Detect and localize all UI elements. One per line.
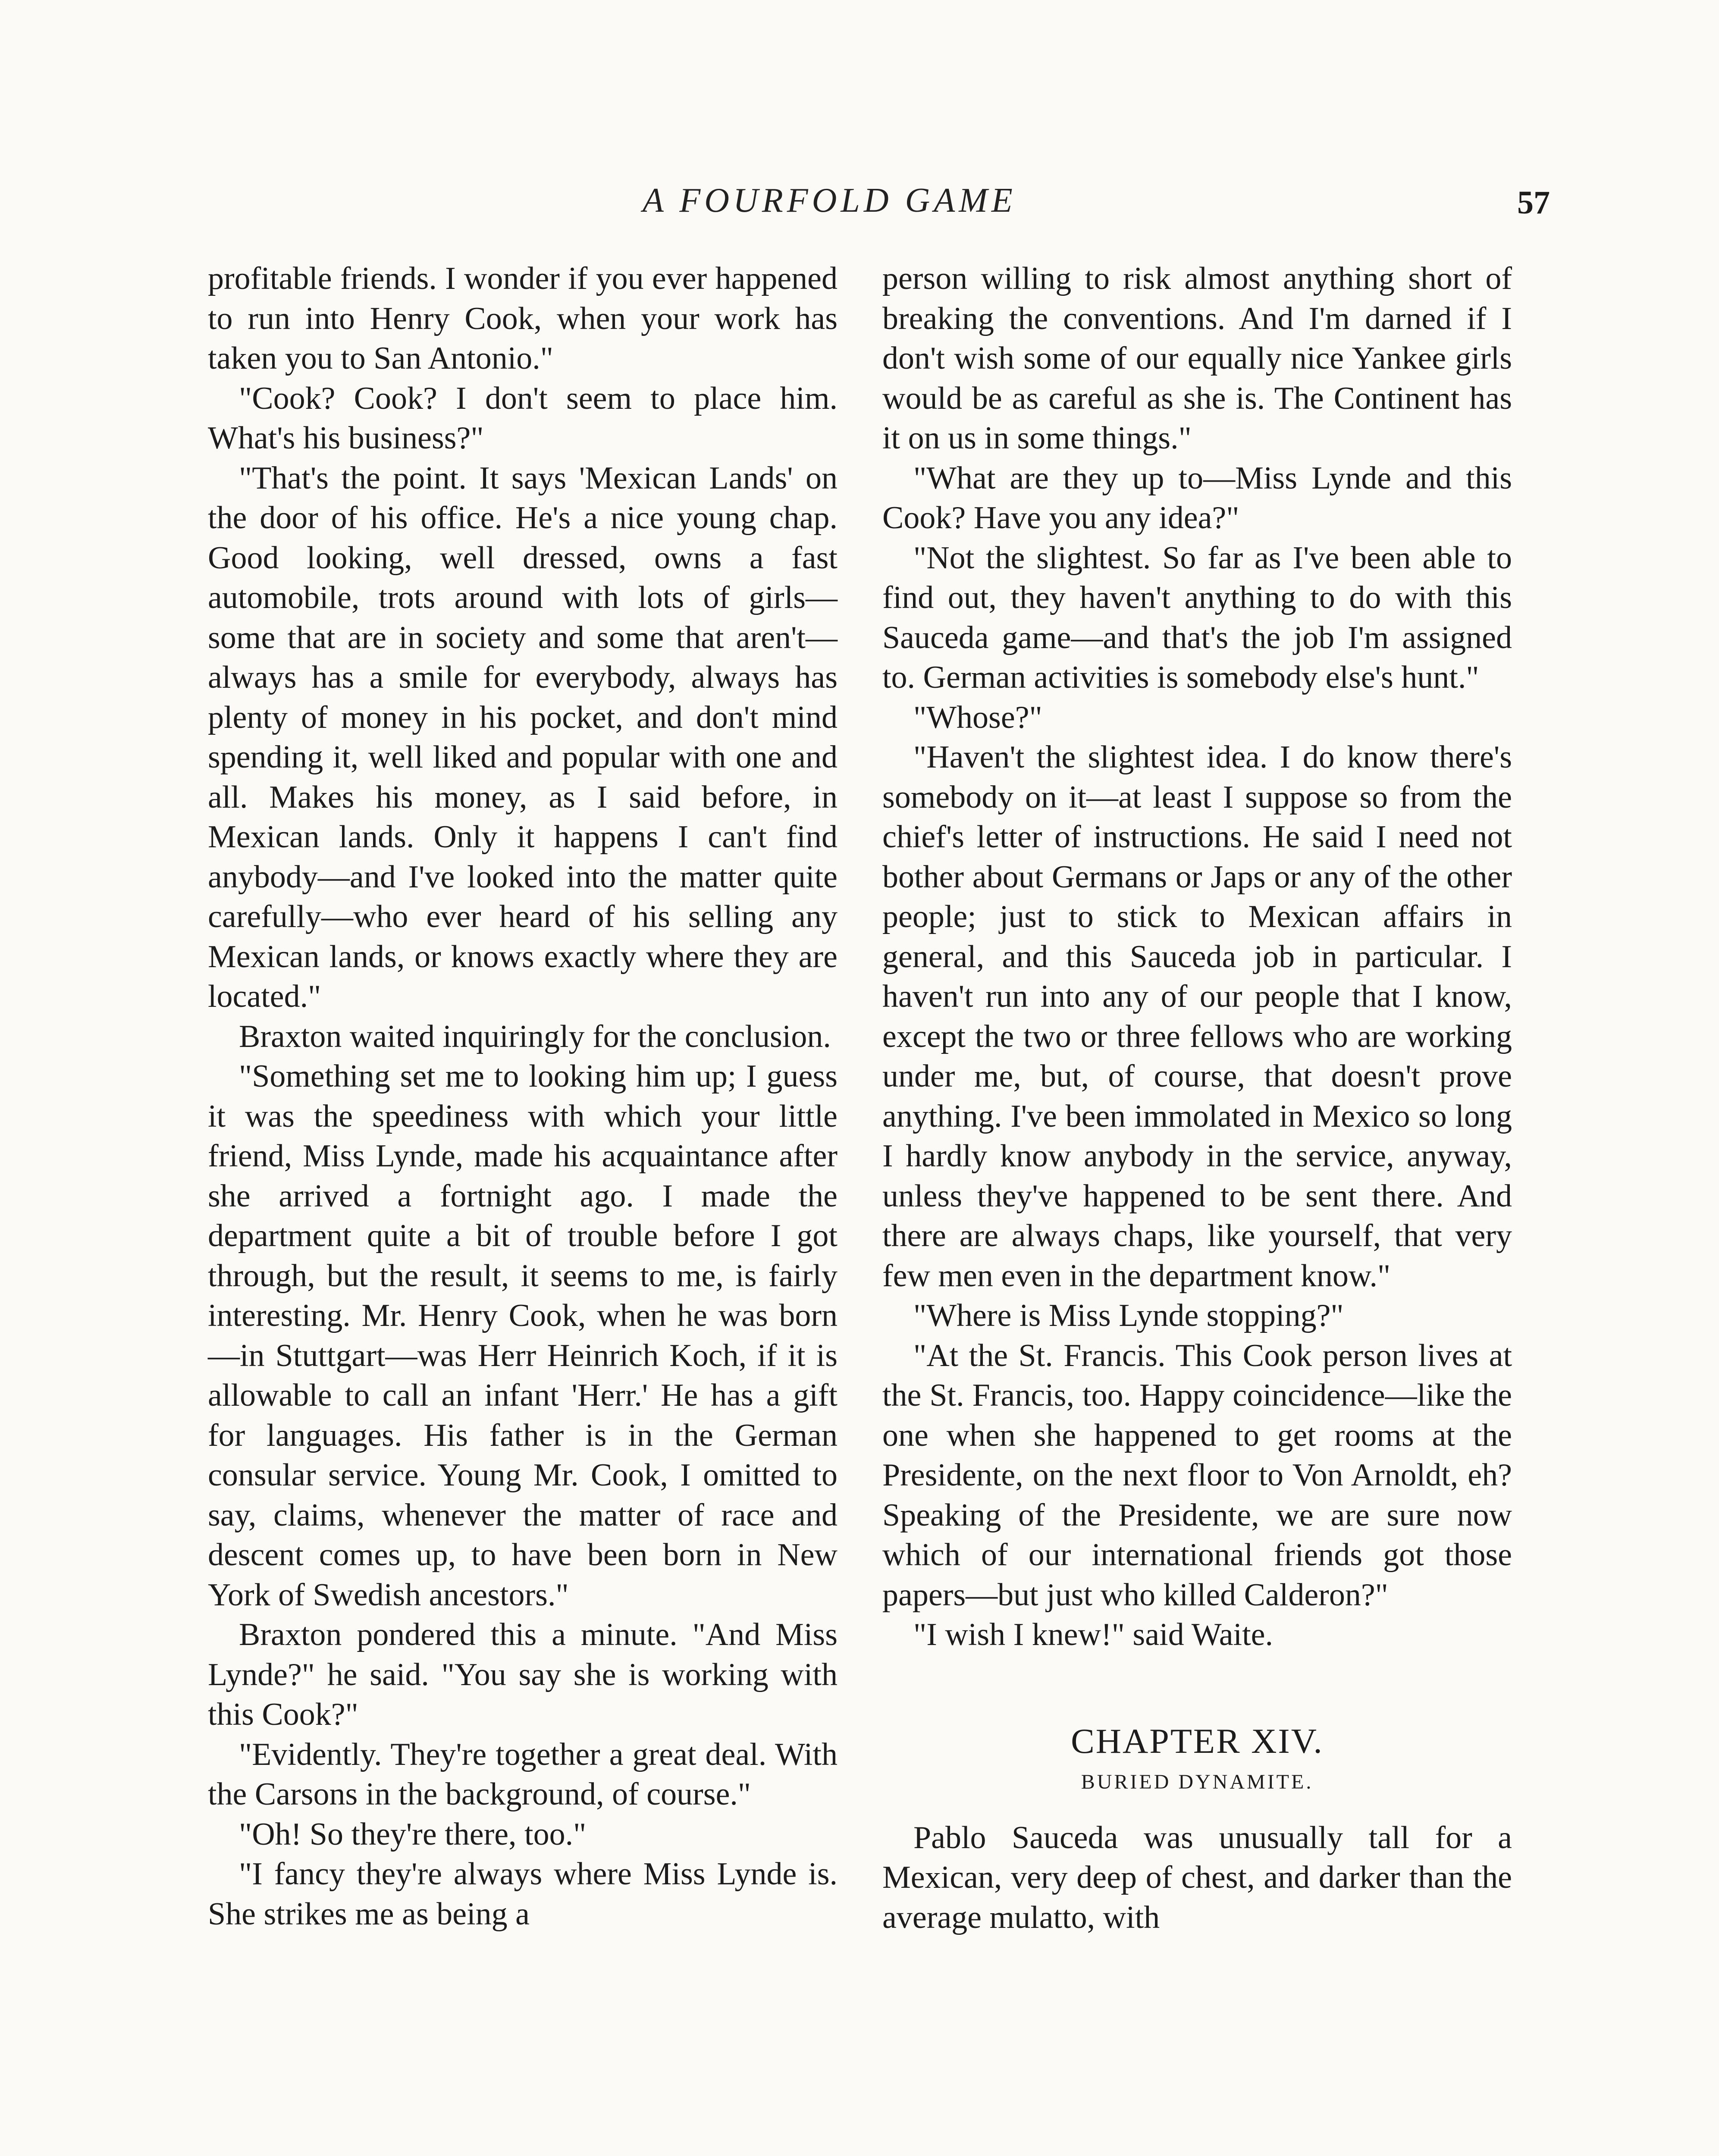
paragraph: "At the St. Francis. This Cook person lives at the St. Francis, too. Happy coincidence—like the one when she happened to get rooms at the Presidente, on the next floor to Von Arnoldt, eh? Speaking of the Presidente, we are sure now which of our international friends got those papers—but just who killed Calderon?" (882, 1338, 1512, 1613)
paragraph: "What are they up to—Miss Lynde and this Cook? Have you any idea?" (882, 460, 1512, 536)
paragraph: "Something set me to looking him up; I guess it was the speediness with which your little friend, Miss Lynde, made his acquaintance after she arrived a fortnight ago. I made the department quite a bit of trouble before I got through, but the result, it seems to me, is fairly interesting. Mr. Henry Cook, when he was born—in Stuttgart—was Herr Heinrich Koch, if it is allowable to call an infant 'Herr.' He has a gift for languages. His father is in the German consular service. Young Mr. Cook, I omitted to say, claims, whenever the matter of race and descent comes up, to have been born in New York of Swedish ancestors." (208, 1059, 838, 1613)
paragraph: "That's the point. It says 'Mexican Lands' on the door of his office. He's a nice young chap. Good looking, well dressed, owns a fast automobile, trots around with lots of girls—some that are in society and some that aren't—always has a smile for everybody, always has plenty of money in his pocket, and don't mind spending it, well liked and popular with one and all. Makes his money, as I said before, in Mexican lands. Only it happens I can't find anybody—and I've looked into the matter quite carefully—who ever heard of his selling any Mexican lands, or knows exactly where they are located." (208, 460, 838, 1014)
paragraph: Braxton pondered this a minute. "And Miss Lynde?" he said. "You say she is working with this Cook?" (208, 1617, 838, 1732)
paragraph: "Where is Miss Lynde stopping?" (913, 1298, 1344, 1333)
paragraph: profitable friends. I wonder if you ever happened to run into Henry Cook, when your work has taken you to San Antonio." (208, 261, 838, 376)
paragraph: "Whose?" (913, 699, 1042, 735)
chapter-opening-paragraph: Pablo Sauceda was unusually tall for a Mexican, very deep of chest, and darker than the average mulatto, with (882, 1820, 1512, 1935)
paragraph: "Oh! So they're there, too." (239, 1816, 587, 1852)
page-number: 57 (1517, 185, 1550, 221)
paragraph: Braxton waited inquiringly for the conclusion. (239, 1018, 831, 1054)
paragraph: "Evidently. They're together a great deal. With the Carsons in the background, of course." (208, 1736, 838, 1812)
chapter-subtitle: BURIED DYNAMITE. (1081, 1770, 1314, 1793)
paragraph: "I fancy they're always where Miss Lynde is. She strikes me as being a (208, 1856, 838, 1932)
paragraph: "Haven't the slightest idea. I do know there's somebody on it—at least I suppose so from the chief's letter of instructions. He said I need not bother about Germans or Japs or any of the other people; just to stick to Mexican affairs in general, and this Sauceda job in particular. I haven't run into any of our people that I know, except the two or three fellows who are working under me, but, of course, that doesn't prove anything. I've been immolated in Mexico so long I hardly know anybody in the service, anyway, unless they've happened to be sent there. And there are always chaps, like yourself, that very few men even in the department know." (882, 740, 1512, 1294)
paragraph: person willing to risk almost anything short of breaking the conventions. And I'm darned if I don't wish some of our equally nice Yankee girls would be as careful as she is. The Continent has it on us in some things." (882, 261, 1512, 456)
paragraph: "I wish I knew!" said Waite. (913, 1617, 1274, 1652)
left-column (208, 259, 838, 1934)
running-head-title: A FOURFOLD GAME (643, 182, 1016, 219)
paragraph: "Cook? Cook? I don't seem to place him. What's his business?" (208, 380, 838, 456)
chapter-title: CHAPTER XIV. (1071, 1721, 1324, 1761)
paragraph: "Not the slightest. So far as I've been able to find out, they haven't anything to do with this Sauceda game—and that's the job I'm assigned to. German activities is somebody else's hunt." (882, 540, 1512, 695)
right-column (882, 259, 1512, 1937)
